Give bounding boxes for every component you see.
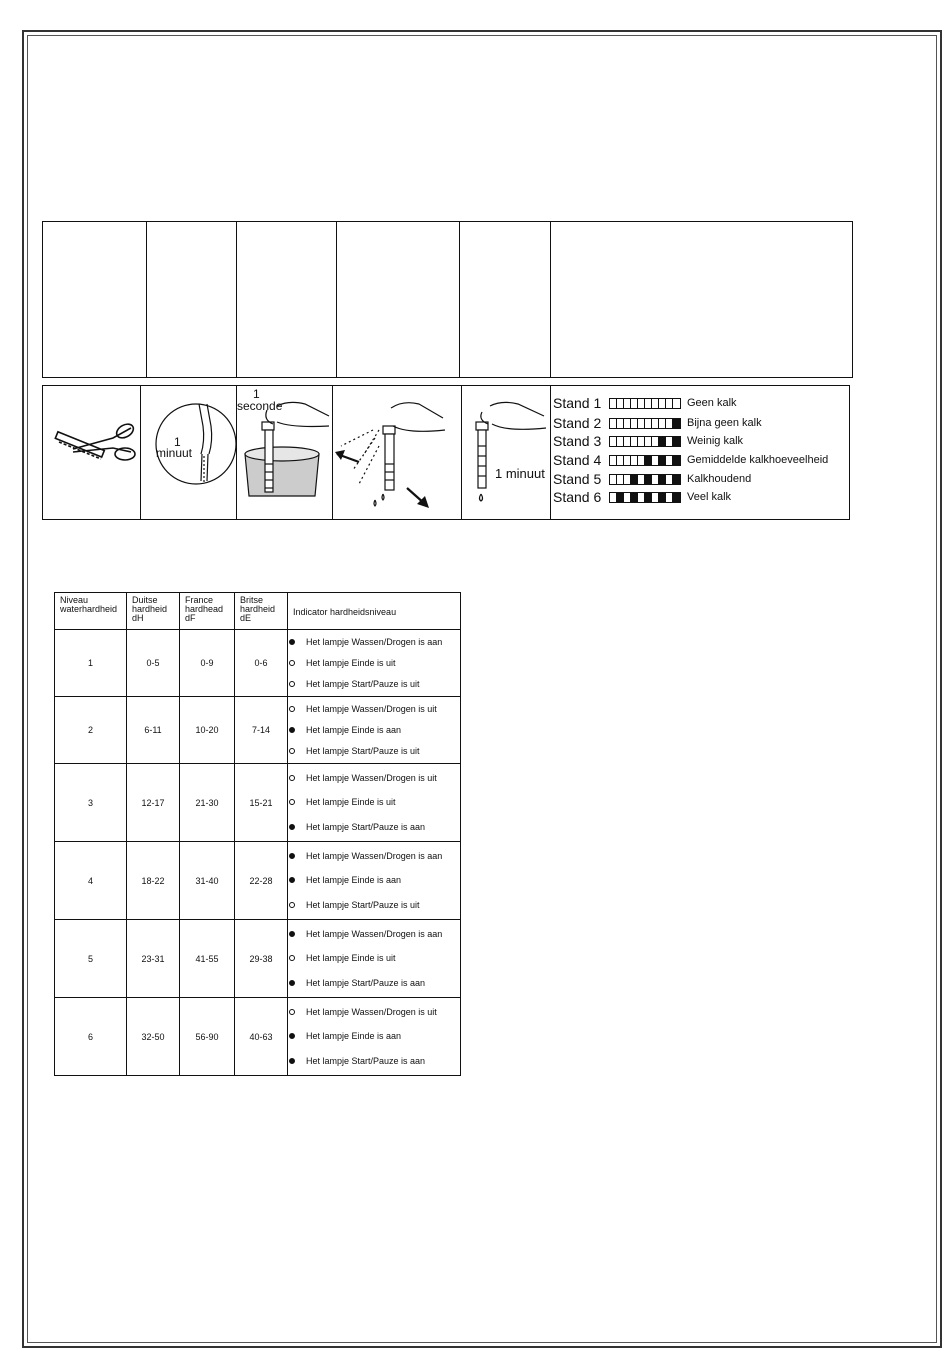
stand-bar-cell [659,399,666,408]
header-df-line2: hardhead [185,604,224,614]
column-divider [336,222,337,377]
stand-bar [609,492,681,503]
indicator-list [288,630,460,696]
table-row [55,630,461,697]
cell-df: 10-20 [180,697,235,764]
stand-bar-cell [631,456,638,465]
indicator-list [288,764,460,841]
test-strip-instructions [42,385,850,520]
stand-bar [609,418,681,429]
stand-bar-cell [610,456,617,465]
stand-bar-cell [645,399,652,408]
stand-row [553,394,737,412]
header-df [180,593,235,630]
stand-bar-cell [610,437,617,446]
cell-level: 3 [55,764,127,842]
stand-name: Stand 2 [553,415,602,431]
indicator-text: Het lampje Start/Pauze is uit [306,678,420,689]
table-row [55,998,461,1076]
indicator-line [288,793,460,811]
indicator-list [288,842,460,919]
stand-name: Stand 5 [553,471,602,487]
cell-level: 5 [55,920,127,998]
indicator-line [288,769,460,787]
indicator-text: Het lampje Einde is aan [306,1031,402,1042]
indicator-line [288,1027,460,1045]
stand-bar-cell [631,419,638,428]
stand-bar-cell [666,456,673,465]
stand-description: Gemiddelde kalkhoeveelheid [687,454,829,466]
cell-de: 0-6 [235,630,288,697]
step5-label: 1 minuut [495,466,545,481]
panel-divider [550,386,551,519]
indicator-line [288,700,460,718]
stand-bar-cell [638,493,645,502]
stand-bar-cell [652,437,659,446]
cell-df: 21-30 [180,764,235,842]
header-level [55,593,127,630]
stand-bar [609,455,681,466]
hardness-table [54,592,461,1076]
indicator-text: Het lampje Einde is aan [306,724,402,735]
stand-bar-cell [624,493,631,502]
step2-label-top: 1 [174,435,181,449]
stand-bar-cell [659,493,666,502]
stand-name: Stand 3 [553,433,602,449]
lamp-on-icon [289,1058,295,1064]
lamp-on-icon [289,1033,295,1039]
indicator-text: Het lampje Einde is uit [306,797,396,808]
stand-row [553,432,743,450]
indicator-text: Het lampje Start/Pauze is aan [306,1055,426,1066]
indicator-text: Het lampje Einde is uit [306,657,396,668]
stand-bar-cell [652,456,659,465]
stand-bar-cell [645,419,652,428]
stand-bar-cell [673,419,680,428]
stand-bar-cell [624,475,631,484]
stand-bar-cell [610,419,617,428]
indicator-line [288,818,460,836]
header-de-line3: dE [240,613,252,623]
indicator-line [288,742,460,760]
stand-bar-cell [617,475,624,484]
stand-bar-cell [624,419,631,428]
stand-bar-cell [631,475,638,484]
header-dh-line3: dH [132,613,144,623]
indicator-line [288,974,460,992]
cell-level: 2 [55,697,127,764]
stand-bar-cell [638,399,645,408]
lamp-on-icon [289,639,295,645]
indicator-text: Het lampje Wassen/Drogen is uit [306,1007,437,1018]
lamp-off-icon [289,775,295,781]
table-row [55,920,461,998]
wait-strip-icon [462,386,550,519]
indicator-text: Het lampje Wassen/Drogen is uit [306,704,437,715]
cell-de: 7-14 [235,697,288,764]
step3-label-bottom: seconde [237,399,283,413]
stand-bar-cell [610,493,617,502]
cell-level: 1 [55,630,127,697]
cell-indicator [288,842,461,920]
cell-df: 41-55 [180,920,235,998]
step2-label-bottom: minuut [156,446,193,460]
stand-bar-cell [610,475,617,484]
indicator-line [288,633,460,651]
stand-bar-cell [617,419,624,428]
stand-bar-cell [645,475,652,484]
lamp-off-icon [289,748,295,754]
lamp-off-icon [289,799,295,805]
stand-bar-cell [659,437,666,446]
stand-bar-cell [631,493,638,502]
header-dh-line2: hardheid [132,604,168,614]
cell-dh: 23-31 [127,920,180,998]
stand-bar-cell [610,399,617,408]
cell-de: 29-38 [235,920,288,998]
stand-bar-cell [617,399,624,408]
stand-bar-cell [624,456,631,465]
indicator-list [288,920,460,997]
stand-description: Kalkhoudend [687,473,752,485]
cell-indicator [288,630,461,697]
header-level-line2: waterhardheid [60,604,118,614]
empty-header-table [42,221,853,378]
indicator-line [288,949,460,967]
stand-bar-cell [645,493,652,502]
table-row [55,764,461,842]
cell-df: 56-90 [180,998,235,1076]
cell-de: 22-28 [235,842,288,920]
indicator-text: Het lampje Wassen/Drogen is aan [306,637,443,648]
stand-bar-cell [638,419,645,428]
stand-row [553,470,751,488]
lamp-on-icon [289,931,295,937]
lamp-off-icon [289,706,295,712]
cell-indicator [288,920,461,998]
indicator-line [288,1003,460,1021]
header-de-line2: hardheid [240,604,276,614]
stand-bar-cell [652,419,659,428]
column-divider [550,222,551,377]
stand-bar-cell [659,419,666,428]
stand-description: Veel kalk [687,491,732,503]
stand-name: Stand 4 [553,452,602,468]
cell-de: 40-63 [235,998,288,1076]
cell-level: 6 [55,998,127,1076]
indicator-line [288,896,460,914]
cell-dh: 0-5 [127,630,180,697]
header-de [235,593,288,630]
indicator-line [288,847,460,865]
stand-bar-cell [617,437,624,446]
lamp-off-icon [289,955,295,961]
stand-bar-cell [666,399,673,408]
stand-bar-cell [624,437,631,446]
stand-bar-cell [666,475,673,484]
table-row [55,842,461,920]
lamp-on-icon [289,980,295,986]
stand-bar-cell [638,456,645,465]
header-dh [127,593,180,630]
stand-bar-cell [631,399,638,408]
stand-bar-cell [659,475,666,484]
indicator-text: Het lampje Start/Pauze is aan [306,977,426,988]
column-divider [459,222,460,377]
lamp-off-icon [289,902,295,908]
cell-indicator [288,697,461,764]
indicator-text: Het lampje Einde is aan [306,875,402,886]
indicator-text: Het lampje Start/Pauze is aan [306,821,426,832]
indicator-list [288,998,460,1075]
stand-bar-cell [659,456,666,465]
indicator-line [288,654,460,672]
header-indicator: Indicator hardheidsniveau [288,593,461,630]
stand-bar-cell [624,399,631,408]
cell-level: 4 [55,842,127,920]
stand-bar-cell [673,475,680,484]
header-de-line1: Britse [240,595,264,605]
stand-bar-cell [645,437,652,446]
stand-row [553,451,828,469]
lamp-on-icon [289,877,295,883]
scissors-icon [43,386,140,519]
stand-bar-cell [638,437,645,446]
table-row [55,697,461,764]
indicator-line [288,1052,460,1070]
stand-bar-cell [631,437,638,446]
indicator-text: Het lampje Start/Pauze is uit [306,745,420,756]
stand-bar-cell [666,419,673,428]
cell-indicator [288,998,461,1076]
header-df-line1: France [185,595,214,605]
stand-description: Geen kalk [687,397,737,409]
stand-bar-cell [638,475,645,484]
stand-row [553,414,762,432]
stand-bar-cell [617,493,624,502]
indicator-text: Het lampje Wassen/Drogen is aan [306,851,443,862]
indicator-list [288,697,460,763]
table-header-row [55,593,461,630]
lamp-off-icon [289,681,295,687]
indicator-line [288,871,460,889]
lamp-off-icon [289,1009,295,1015]
cell-dh: 6-11 [127,697,180,764]
stand-bar-cell [673,399,680,408]
stand-bar [609,398,681,409]
stand-bar-cell [617,456,624,465]
indicator-text: Het lampje Wassen/Drogen is uit [306,773,437,784]
stand-name: Stand 6 [553,489,602,505]
header-dh-line1: Duitse [132,595,158,605]
cell-dh: 12-17 [127,764,180,842]
stand-description: Weinig kalk [687,435,744,447]
stand-description: Bijna geen kalk [687,417,762,429]
column-divider [236,222,237,377]
indicator-text: Het lampje Einde is uit [306,953,396,964]
indicator-line [288,721,460,739]
stand-bar [609,436,681,447]
lamp-on-icon [289,853,295,859]
cell-df: 31-40 [180,842,235,920]
lamp-off-icon [289,660,295,666]
indicator-line [288,675,460,693]
cell-df: 0-9 [180,630,235,697]
stand-bar-cell [645,456,652,465]
stand-bar-cell [673,493,680,502]
stand-name: Stand 1 [553,395,602,411]
stand-bar-cell [666,437,673,446]
header-level-line1: Niveau [60,595,89,605]
cell-indicator [288,764,461,842]
lamp-on-icon [289,824,295,830]
step3-label-top: 1 [253,387,260,401]
stand-row [553,488,731,506]
cell-dh: 32-50 [127,998,180,1076]
indicator-text: Het lampje Start/Pauze is uit [306,899,420,910]
stand-bar [609,474,681,485]
stand-bar-cell [673,437,680,446]
indicator-text: Het lampje Wassen/Drogen is aan [306,929,443,940]
stand-bar-cell [652,475,659,484]
stand-bar-cell [673,456,680,465]
cell-de: 15-21 [235,764,288,842]
stand-bar-cell [666,493,673,502]
stand-bar-cell [652,493,659,502]
lamp-on-icon [289,727,295,733]
header-df-line3: dF [185,613,196,623]
column-divider [146,222,147,377]
indicator-line [288,925,460,943]
shake-strip-icon [333,386,461,519]
cell-dh: 18-22 [127,842,180,920]
stand-bar-cell [652,399,659,408]
